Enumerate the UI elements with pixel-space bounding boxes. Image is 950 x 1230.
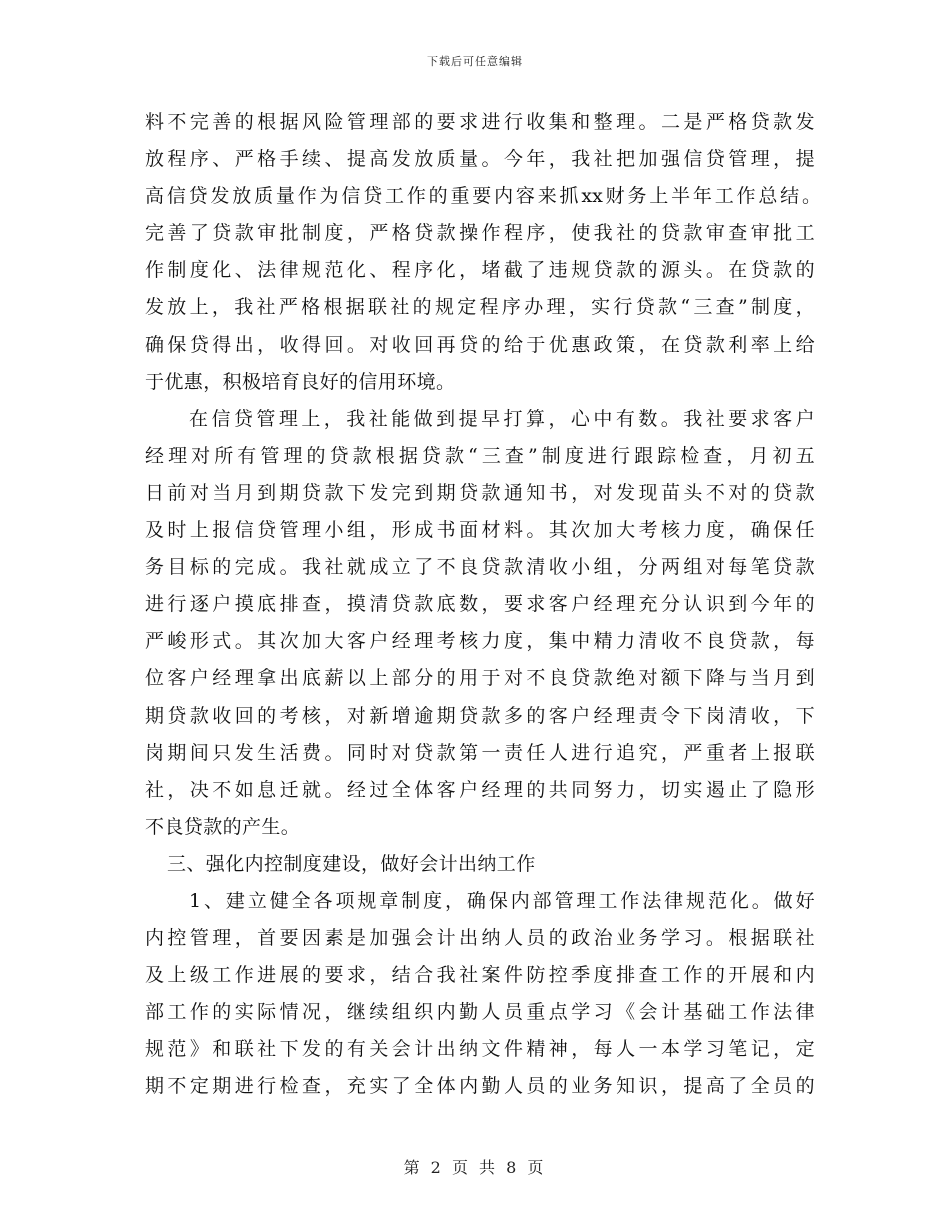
- document-body: [145, 104, 821, 1106]
- text-line: 社，决不如息迁就。经过全体客户经理的共同努力，切实遏止了隐形: [145, 778, 815, 801]
- page-header-note: 下载后可任意编辑: [427, 55, 523, 68]
- text-line: 于优惠，积极培育良好的信用环境。: [145, 370, 456, 393]
- text-line: 岗期间只发生活费。同时对贷款第一责任人进行追究，严重者上报联: [145, 741, 815, 764]
- text-line: 规范》和联社下发的有关会计出纳文件精神，每人一本学习笔记，定: [145, 1038, 815, 1061]
- text-line: 及时上报信贷管理小组，形成书面材料。其次加大考核力度，确保任: [145, 519, 815, 542]
- text-line: 日前对当月到期贷款下发完到期贷款通知书，对发现苗头不对的贷款: [145, 481, 815, 504]
- page-number-footer: 第 2 页 共 8 页: [403, 1158, 547, 1177]
- text-line: 发放上，我社严格根据联社的规定程序办理，实行贷款“三查”制度，: [145, 296, 815, 319]
- text-line: 不良贷款的产生。: [145, 815, 301, 838]
- text-line: 内控管理，首要因素是加强会计出纳人员的政治业务学习。根据联社: [145, 927, 815, 950]
- text-line: 位客户经理拿出底薪以上部分的用于对不良贷款绝对额下降与当月到: [145, 667, 815, 690]
- text-line: 严峻形式。其次加大客户经理考核力度，集中精力清收不良贷款，每: [145, 630, 815, 653]
- text-line: 高信贷发放质量作为信贷工作的重要内容来抓xx财务上半年工作总结。: [145, 185, 821, 208]
- text-line: 期不定期进行检查，充实了全体内勤人员的业务知识，提高了全员的: [145, 1075, 815, 1098]
- text-line: 务目标的完成。我社就成立了不良贷款清收小组，分两组对每笔贷款: [145, 556, 815, 579]
- text-line: 完善了贷款审批制度，严格贷款操作程序，使我社的贷款审查审批工: [145, 222, 815, 245]
- paragraph-start-line: 在信贷管理上，我社能做到提早打算，心中有数。我社要求客户: [189, 407, 815, 430]
- text-line: 经理对所有管理的贷款根据贷款“三查”制度进行跟踪检查，月初五: [145, 444, 815, 467]
- text-line: 及上级工作进展的要求，结合我社案件防控季度排查工作的开展和内: [145, 964, 815, 987]
- text-line: 料不完善的根据风险管理部的要求进行收集和整理。二是严格贷款发: [145, 111, 815, 133]
- text-line: 确保贷得出，收得回。对收回再贷的给于优惠政策，在贷款利率上给: [145, 333, 815, 356]
- section-heading: 三、强化内控制度建设，做好会计出纳工作: [167, 852, 536, 875]
- text-line: 放程序、严格手续、提高发放质量。今年，我社把加强信贷管理，提: [145, 148, 815, 171]
- text-line: 期贷款收回的考核，对新增逾期贷款多的客户经理责令下岗清收，下: [145, 704, 815, 727]
- text-line: 进行逐户摸底排查，摸清贷款底数，要求客户经理充分认识到今年的: [145, 593, 815, 616]
- text-line: 部工作的实际情况，继续组织内勤人员重点学习《会计基础工作法律: [145, 1001, 815, 1024]
- text-line: 作制度化、法律规范化、程序化，堵截了违规贷款的源头。在贷款的: [145, 259, 815, 282]
- paragraph-start-line: 1、建立健全各项规章制度，确保内部管理工作法律规范化。做好: [189, 889, 815, 912]
